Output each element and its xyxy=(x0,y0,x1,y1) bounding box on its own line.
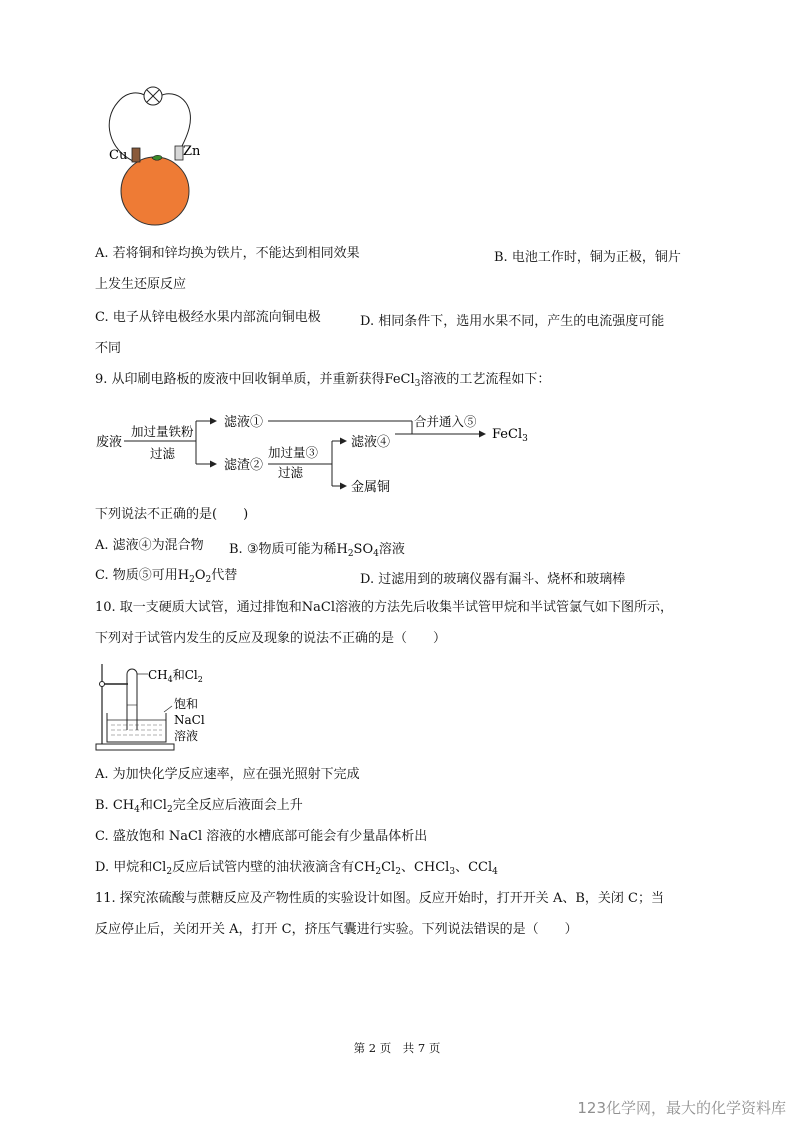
q10-stem-2: 下列对于试管内发生的反应及现象的说法不正确的是（ ） xyxy=(95,631,447,646)
q8-option-d-cont: 不同 xyxy=(95,341,122,356)
q8-option-c: C. 电子从锌电极经水果内部流向铜电极 xyxy=(95,310,321,325)
flow-filtrate1: 滤液① xyxy=(224,415,264,430)
q8-option-d: D. 相同条件下，选用水果不同，产生的电流强度可能 xyxy=(360,314,665,329)
flow-step2-top: 加过量③ xyxy=(268,445,319,460)
cu-label: Cu xyxy=(109,148,128,163)
flow-step1-bottom: 过滤 xyxy=(150,446,176,461)
liquid-label-3: 溶液 xyxy=(174,729,199,743)
stand-base xyxy=(96,744,174,750)
q9-option-c: C. 物质⑤可用$H_2O_2$代替 xyxy=(95,568,238,585)
flow-product: FeCl$_3$ xyxy=(492,427,528,444)
flow-step2-bottom: 过滤 xyxy=(278,465,304,480)
q10-option-c: C. 盛放饱和 NaCl 溶液的水槽底部可能会有少量晶体析出 xyxy=(95,829,428,844)
test-tube xyxy=(127,669,137,730)
flow-merge: 合并通入⑤ xyxy=(414,414,477,429)
watermark: 123化学网，最大的化学资料库 xyxy=(577,1099,786,1117)
q9-option-d: D. 过滤用到的玻璃仪器有漏斗、烧杯和玻璃棒 xyxy=(360,572,626,587)
zn-label: Zn xyxy=(183,144,201,159)
q8-option-b-cont: 上发生还原反应 xyxy=(95,277,187,292)
q10-apparatus-figure xyxy=(92,660,222,755)
orange-leaf xyxy=(152,155,162,160)
q9-flowchart xyxy=(90,405,550,495)
q10-stem-1: 10. 取一支硬质大试管，通过排饱和NaCl溶液的方法先后收集半试管甲烷和半试管氯气如下图所示， xyxy=(95,600,674,615)
liquid-label-1: 饱和 xyxy=(174,697,199,711)
flow-residue2: 滤渣② xyxy=(224,458,264,473)
q9-option-a: A. 滤液④为混合物 xyxy=(95,538,204,553)
liquid-label-2: NaCl xyxy=(174,713,205,727)
page-number: 第 2 页 共 7 页 xyxy=(353,1041,441,1055)
q9-stem: 9. 从印刷电路板的废液中回收铜单质，并重新获得FeCl$_3$溶液的工艺流程如下： xyxy=(95,372,551,389)
zn-electrode xyxy=(175,146,183,160)
flow-waste: 废液 xyxy=(96,435,123,450)
orange-shape xyxy=(121,157,189,225)
q11-stem-1: 11. 探究浓硫酸与蔗糖反应及产物性质的实验设计如图。反应开始时，打开开关 A、B，关闭 C；当 xyxy=(95,891,664,906)
flow-step1-top: 加过量铁粉 xyxy=(131,424,194,439)
q10-option-b: B. $CH_4$和$Cl_2$完全反应后液面会上升 xyxy=(95,798,303,815)
q9-question: 下列说法不正确的是( ) xyxy=(95,507,249,522)
q9-option-b: B. ③物质可能为稀$H_2SO_4$溶液 xyxy=(229,542,405,559)
lamp-icon xyxy=(144,87,162,105)
flow-filtrate4: 滤液④ xyxy=(351,435,391,450)
q8-option-b: B. 电池工作时，铜为正极，铜片 xyxy=(494,250,681,265)
q10-option-a: A. 为加快化学反应速率，应在强光照射下完成 xyxy=(95,767,360,782)
orange-battery-figure xyxy=(100,80,210,230)
cu-electrode xyxy=(132,148,140,162)
flow-metal-cu: 金属铜 xyxy=(351,480,391,495)
q8-option-a: A. 若将铜和锌均换为铁片，不能达到相同效果 xyxy=(95,246,360,261)
gas-label: $CH_4$和$Cl_2$ xyxy=(148,668,203,684)
q11-stem-2: 反应停止后，关闭开关 A，打开 C，挤压气囊进行实验。下列说法错误的是（ ） xyxy=(95,922,578,937)
q10-option-d: D. 甲烷和$Cl_2$反应后试管内壁的油状液滴含有$CH_2Cl_2$、CHCl$_3$、CCl$_4$ xyxy=(95,860,498,877)
